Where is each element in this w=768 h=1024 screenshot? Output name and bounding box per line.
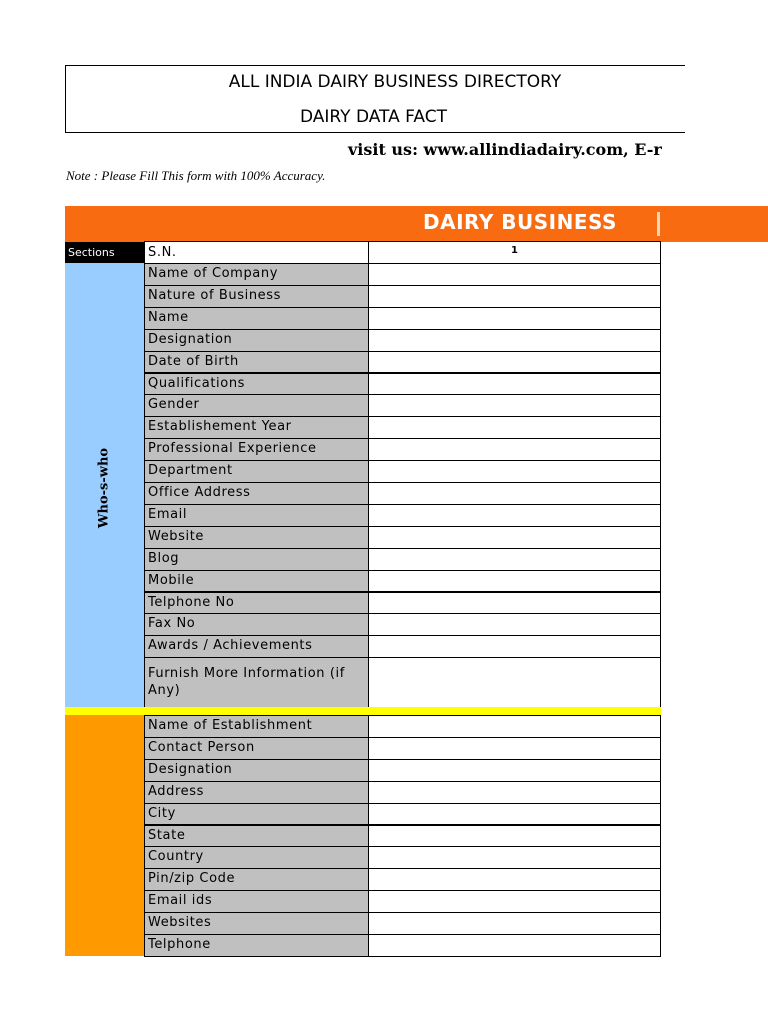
field-input[interactable] [369, 868, 661, 891]
field-input[interactable] [369, 825, 661, 848]
accuracy-note: Note : Please Fill This form with 100% Accuracy. [66, 168, 326, 183]
field-label: Establishement Year [144, 416, 369, 439]
field-label: Designation [144, 759, 369, 782]
field-label: Office Address [144, 482, 369, 505]
field-label: Telphone [144, 934, 369, 957]
field-input[interactable] [369, 329, 661, 352]
field-input[interactable] [369, 890, 661, 913]
field-input[interactable] [369, 592, 661, 615]
field-input[interactable] [369, 438, 661, 461]
field-input[interactable] [369, 846, 661, 869]
field-label: Address [144, 781, 369, 804]
field-input[interactable] [369, 613, 661, 636]
field-label: Email [144, 504, 369, 527]
field-input[interactable] [369, 351, 661, 374]
field-input[interactable] [369, 781, 661, 804]
sn-value: 1 [369, 241, 661, 264]
sections-header: Sections [65, 242, 144, 263]
field-label: Department [144, 460, 369, 483]
field-input[interactable] [369, 803, 661, 826]
field-label: Website [144, 526, 369, 549]
field-input[interactable] [369, 482, 661, 505]
field-input[interactable] [369, 504, 661, 527]
field-label: Blog [144, 548, 369, 571]
field-input[interactable] [369, 759, 661, 782]
field-label: Contact Person [144, 737, 369, 760]
field-input[interactable] [369, 307, 661, 330]
who-s-who-label: Who-s-who [96, 447, 112, 529]
section-banner [65, 206, 768, 242]
directory-subtitle: DAIRY DATA FACT [300, 107, 447, 127]
field-input[interactable] [369, 394, 661, 417]
section-divider [65, 707, 661, 715]
field-input[interactable] [369, 416, 661, 439]
field-label: Qualifications [144, 373, 369, 396]
field-label: Name of Company [144, 263, 369, 286]
field-input[interactable] [369, 460, 661, 483]
field-input[interactable] [369, 657, 661, 708]
directory-title: ALL INDIA DAIRY BUSINESS DIRECTORY [228, 72, 562, 92]
field-label: Telphone No [144, 592, 369, 615]
field-input[interactable] [369, 373, 661, 396]
field-input[interactable] [369, 934, 661, 957]
field-label: Awards / Achievements [144, 635, 369, 658]
field-label: Country [144, 846, 369, 869]
field-label: Gender [144, 394, 369, 417]
field-input[interactable] [369, 263, 661, 286]
field-label: Fax No [144, 613, 369, 636]
field-label: Furnish More Information (if Any) [144, 657, 369, 708]
field-label: City [144, 803, 369, 826]
field-input[interactable] [369, 526, 661, 549]
field-label: Professional Experience [144, 438, 369, 461]
establishment-section-band [65, 715, 144, 956]
sn-label: S.N. [144, 241, 369, 264]
field-input[interactable] [369, 912, 661, 935]
field-input[interactable] [369, 285, 661, 308]
field-label: Designation [144, 329, 369, 352]
banner-title: DAIRY BUSINESS [423, 210, 617, 234]
field-label: Email ids [144, 890, 369, 913]
field-label: Name of Establishment [144, 715, 369, 738]
field-input[interactable] [369, 570, 661, 593]
field-input[interactable] [369, 548, 661, 571]
field-label: Nature of Business [144, 285, 369, 308]
field-label: Mobile [144, 570, 369, 593]
field-label: Pin/zip Code [144, 868, 369, 891]
banner-text-cutoff [657, 212, 660, 236]
field-label: Name [144, 307, 369, 330]
visit-line: visit us: www.allindiadairy.com, E-r [348, 140, 662, 159]
field-input[interactable] [369, 635, 661, 658]
field-input[interactable] [369, 737, 661, 760]
field-label: Websites [144, 912, 369, 935]
field-input[interactable] [369, 715, 661, 738]
field-label: State [144, 825, 369, 848]
field-label: Date of Birth [144, 351, 369, 374]
